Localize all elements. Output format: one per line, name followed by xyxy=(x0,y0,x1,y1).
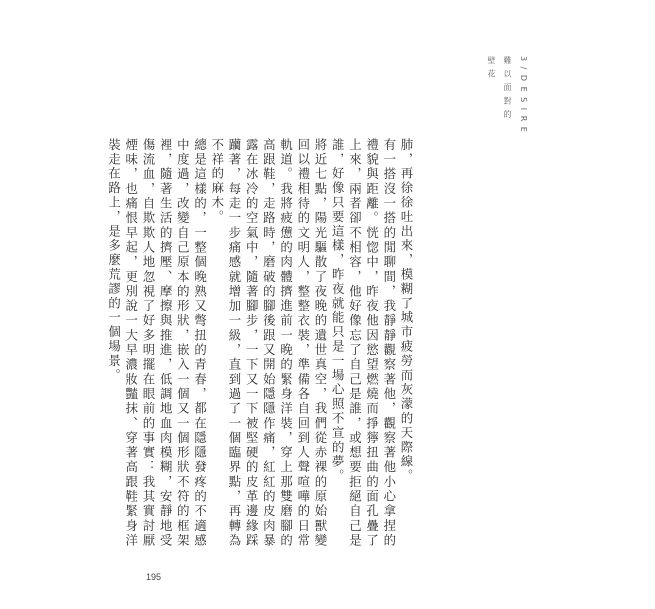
paragraph: 將近七點，陽光驅散了夜晚的遺世真空，我們從赤裸的原始獸變回以禮相待的文明人，整整衣裝，準備各自回到人聲喧嘩的日常軌道。我將疲憊的肉體擠進前一晚的緊身洋裝，穿上那雙磨腳的高跟鞋，走路時，磨破的腳後跟又開始隱隱作痛，紅紅的皮肉暴露在冰冷的空氣中，隨著腳步，一下又一下被堅硬的皮革邊緣踩躪著，每走一步痛感就增加一級，直到過了一個臨界點，再轉為不祥的麻木。 xyxy=(209,138,328,548)
section-title-line-1: 難 以 面 對 的 xyxy=(503,56,512,120)
chapter-marker: 3 / D E S I R E xyxy=(519,56,528,134)
page-number: 195 xyxy=(146,572,162,582)
section-title-line-2: 壁 花 xyxy=(487,56,496,80)
body-text xyxy=(105,138,415,548)
running-header xyxy=(485,56,529,176)
paragraph: 肺，再徐徐吐出來，模糊了城市疲勞而灰濛的天際線。 xyxy=(399,138,414,484)
paragraph: 總是這樣的，一整個晚熟又彆扭的青春，都在隱隱發疼的不適感中度過，改變自己原本的形狀，嵌入一個又一個形狀不符的框架裡，隨著生活的擠壓、摩擦與推進，低調地血肉模糊，安靜地受傷流血，自欺欺人地忽視了好多明擺在眼前的事實：我其實討厭煙味，也痛恨早起，更別說一大早濃妝豔抹、穿著高跟鞋緊身洋裝走在路上，是多麼荒謬的一個場景。 xyxy=(106,138,208,548)
paragraph: 有一搭沒一搭的閒聊間，我靜靜觀察著他，觀察著他小心拿捏的禮貌與距離。恍惚中，昨夜他因慾望燃燒而掙獰扭曲的面孔疊了上來，兩者卻不相容，他好像忘了自己是誰，或想要拒絕自己是誰，好像只要這樣，昨夜就能只是一場心照不宣的夢。 xyxy=(330,138,397,548)
